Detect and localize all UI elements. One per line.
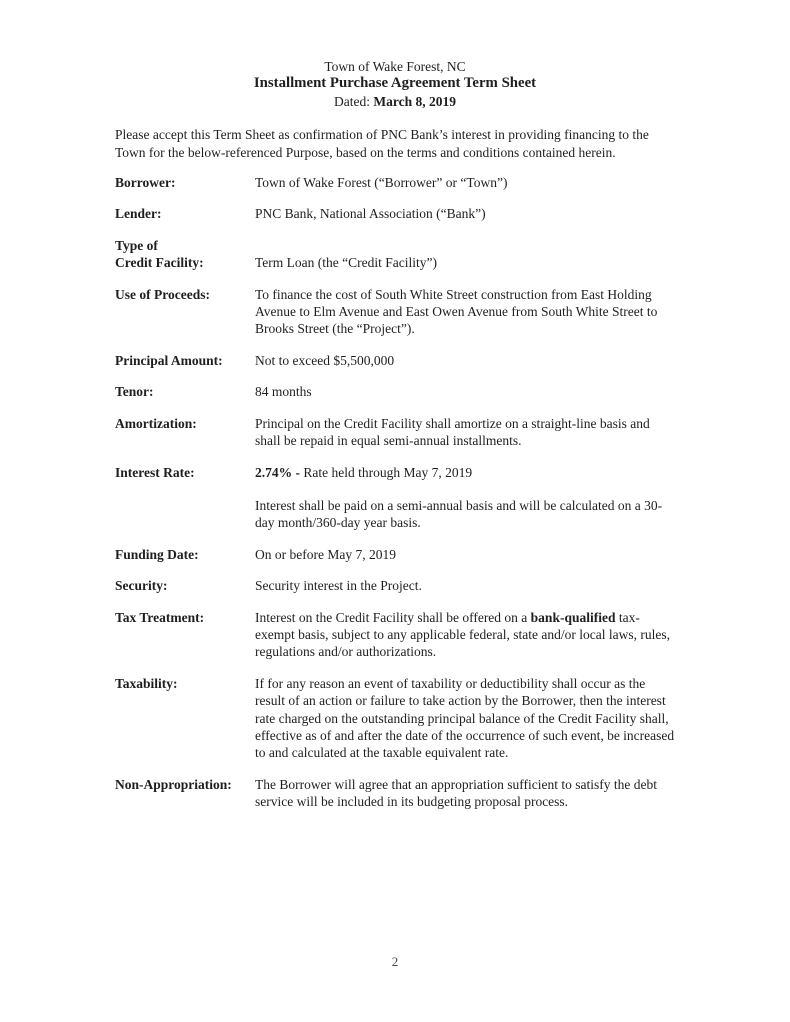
- term-content: [255, 352, 675, 369]
- term-label: Tenor:: [115, 384, 154, 400]
- term-row: [115, 205, 675, 222]
- term-row: [115, 776, 675, 811]
- term-paragraph: Principal on the Credit Facility shall amortize on a straight-line basis and shall be repaid in equal semi-annual installments.: [255, 415, 650, 449]
- document-title: Installment Purchase Agreement Term Sheet: [253, 75, 537, 92]
- dated-line: [115, 93, 675, 110]
- term-label: Borrower:: [115, 175, 176, 191]
- term-row: [115, 546, 675, 563]
- dated-label: Dated:: [334, 93, 374, 109]
- org-name: Town of Wake Forest, NC: [324, 59, 466, 74]
- term-content: [255, 415, 675, 450]
- term-row: [115, 237, 675, 272]
- dated-value: March 8, 2019: [373, 93, 456, 109]
- term-content: [255, 254, 675, 271]
- term-label: Funding Date:: [115, 546, 199, 562]
- term-row: [115, 352, 675, 369]
- terms-list: [115, 174, 675, 811]
- term-label: Type of Credit Facility:: [115, 237, 204, 271]
- term-label: Lender:: [115, 206, 162, 222]
- term-content: [255, 609, 675, 661]
- term-content: [255, 546, 675, 563]
- term-label: Principal Amount:: [115, 352, 223, 368]
- term-paragraph: Security interest in the Project.: [255, 578, 422, 594]
- term-content: [255, 776, 675, 811]
- term-paragraph: 84 months: [255, 384, 312, 400]
- term-paragraph: PNC Bank, National Association (“Bank”): [255, 206, 486, 222]
- term-content: [255, 286, 675, 338]
- term-paragraph: Term Loan (the “Credit Facility”): [255, 255, 437, 271]
- term-row: [115, 464, 675, 532]
- term-content: [255, 205, 675, 222]
- term-row: [115, 383, 675, 400]
- term-label: Security:: [115, 578, 168, 594]
- term-paragraph: Town of Wake Forest (“Borrower” or “Town”): [255, 175, 508, 191]
- term-content: [255, 174, 675, 191]
- intro-paragraph: Please accept this Term Sheet as confirmation of PNC Bank’s interest in providing financing to the Town for the below-referenced Purpose, based on the terms and conditions contained herein.: [115, 127, 649, 160]
- term-content: [255, 577, 675, 594]
- term-label: Tax Treatment:: [115, 609, 205, 625]
- term-row: [115, 577, 675, 594]
- term-content: [255, 383, 675, 400]
- term-paragraph: Not to exceed $5,500,000: [255, 352, 395, 368]
- term-paragraph: Interest shall be paid on a semi-annual basis and will be calculated on a 30-day month/360-day year basis.: [255, 497, 663, 531]
- term-row: [115, 286, 675, 338]
- term-row: [115, 675, 675, 762]
- term-row: [115, 609, 675, 661]
- term-label: Taxability:: [115, 675, 178, 691]
- term-label: Amortization:: [115, 415, 197, 431]
- term-label: Use of Proceeds:: [115, 286, 210, 302]
- term-paragraph: If for any reason an event of taxability or deductibility shall occur as the result of an action or failure to take action by the Borrower, then the interest rate charged on the outstanding principal balance of the Credit Facility shall, effective as of and after the date of the occurrence of such event, be increased to and calculated at the taxable equivalent rate.: [255, 675, 675, 761]
- term-content: [255, 675, 675, 762]
- term-paragraph: 2.74% - Rate held through May 7, 2019: [255, 464, 473, 480]
- term-content: [255, 464, 675, 532]
- term-row: [115, 415, 675, 450]
- term-paragraph: On or before May 7, 2019: [255, 546, 396, 562]
- term-paragraph: The Borrower will agree that an appropriation sufficient to satisfy the debt service will be included in its budgeting proposal process.: [255, 776, 658, 810]
- term-label: Non-Appropriation:: [115, 776, 232, 792]
- document-header: [115, 58, 675, 110]
- term-paragraph: Interest on the Credit Facility shall be offered on a bank-qualified tax-exempt basis, subject to any applicable federal, state and/or local laws, rules, regulations and/or authorizations.: [255, 609, 670, 660]
- term-row: [115, 174, 675, 191]
- page-number: 2: [391, 954, 399, 969]
- term-label: Interest Rate:: [115, 464, 195, 480]
- term-paragraph: To finance the cost of South White Street construction from East Holding Avenue to Elm Avenue and East Owen Avenue from South White Street to Brooks Street (the “Project”).: [255, 286, 658, 337]
